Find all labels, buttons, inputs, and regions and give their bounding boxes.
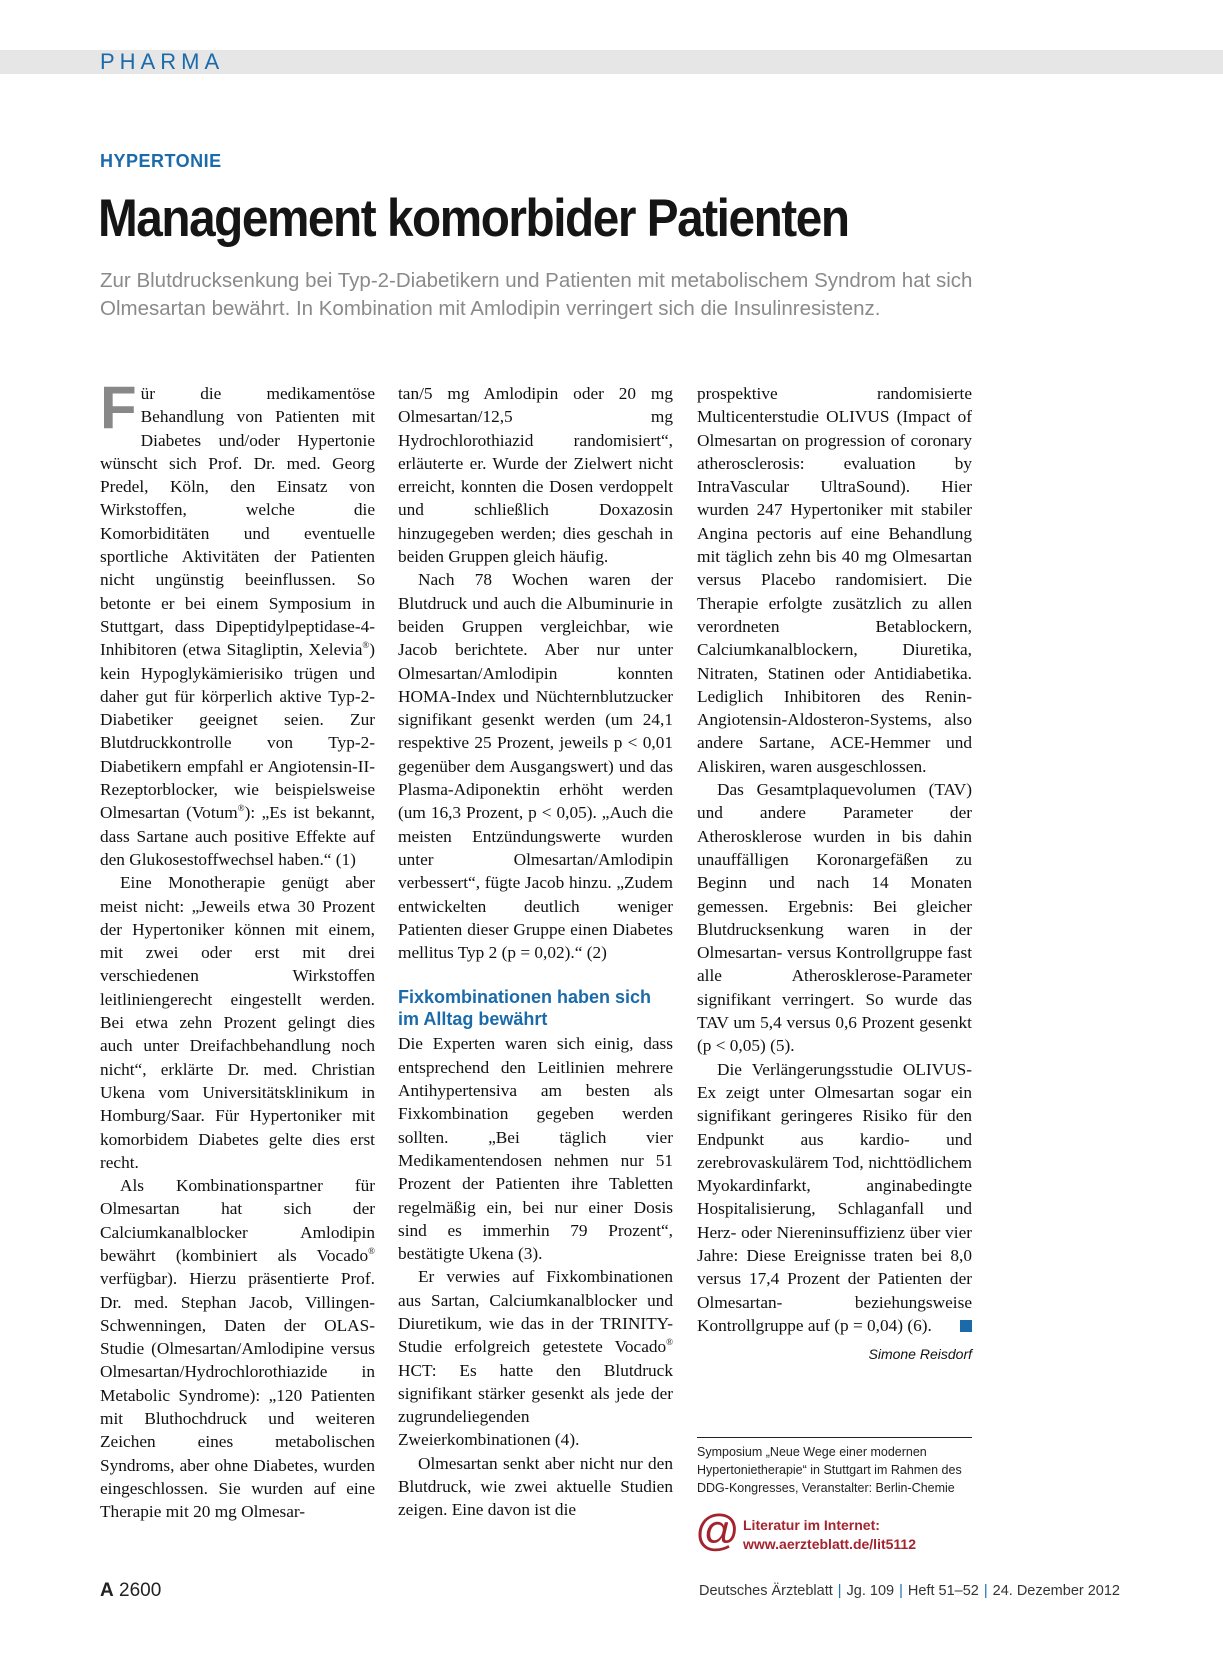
text: ür die medikamentöse Behandlung von Patienten mit Diabetes und/oder Hypertonie wünscht sich Prof. Dr. med. Georg Predel, Köln, den Einsatz von Wirkstoffen, welche die Komorbiditäten und eventuelle sportliche Aktivitäten der Patienten nicht ungünstig beeinflussen. So betonte er bei einem Symposium in Stuttgart, dass Dipeptidylpeptidase-4-Inhibitoren (etwa Sitagliptin, Xelevia	[100, 384, 375, 660]
page-number	[100, 1580, 161, 1602]
paragraph: Die Experten waren sich einig, dass entsprechend den Leitlinien mehrere Antihypertensiva am besten als Fixkombination gegeben werden sollten. „Bei täglich vier Medikamentendosen nehmen nur 51 Prozent der Patienten ihre Tabletten regelmäßig ein, bei nur einer Dosis sind es immerhin 79 Prozent“, bestätigte Ukena (3).	[398, 1034, 673, 1264]
literature-link[interactable]: www.aerzteblatt.de/lit5112	[743, 1536, 916, 1552]
paragraph: Olmesartan senkt aber nicht nur den Blutdruck, wie zwei aktuelle Studien zeigen. Eine davon ist die	[398, 1453, 673, 1520]
paragraph: prospektive randomisierte Multicenterstudie OLIVUS (Impact of Olmesartan on progression of coronary atherosclerosis: evaluation by IntraVascular UltraSound). Hier wurden 247 Hypertoniker mit stabiler Angina pectoris auf eine Behandlung mit täglich zehn bis 40 mg Olmesartan versus Placebo randomisiert. Die Therapie erfolgte zusätzlich zu allen verordneten Betablockern, Calciumkanalblockern, Diuretika, Nitraten, Statinen oder Antidiabetika. Lediglich Inhibitoren des Renin-Angiotensin-Aldosteron-Systems, also andere Sartane, ACE-Hemmer und Aliskiren, waren ausgeschlossen.	[697, 384, 972, 776]
literature-label: Literatur im Internet:	[743, 1517, 880, 1533]
registered-mark: ®	[362, 640, 370, 651]
symposium-note: Symposium „Neue Wege einer modernen Hypertonietherapie“ in Stuttgart im Rahmen des DDG-Kongresses, Veranstalter: Berlin-Chemie	[697, 1437, 972, 1497]
registered-mark: ®	[666, 1337, 673, 1348]
footer	[699, 1583, 1120, 1599]
text: ): „Es ist bekannt, dass Sartane auch positive Effekte auf den Glukosestoffwechsel haben.“ (1)	[100, 803, 375, 869]
page-prefix: A	[100, 1580, 114, 1601]
article-column-2	[398, 382, 673, 1522]
issue: Heft 51–52	[907, 1583, 979, 1599]
paragraph: Das Gesamtplaquevolumen (TAV) und andere Parameter der Atherosklerose wurden in bis dahin unauffälligen Koronargefäßen zu Beginn und nach 14 Monaten gemessen. Ergebnis: Bei gleicher Blutdrucksenkung waren in der Olmesartan- versus Kontrollgruppe fast alle Atherosklerose-Parameter signifikant verringert. So wurde das TAV um 5,4 versus 0,6 Prozent gesenkt (p < 0,05) (5).	[697, 780, 972, 1056]
registered-mark: ®	[368, 1246, 375, 1257]
at-icon: @	[695, 1506, 740, 1555]
article-kicker: HYPERTONIE	[100, 151, 222, 171]
section-label: PHARMA	[100, 49, 225, 74]
text: HCT: Es hatte den Blutdruck signifikant stärker gesenkt als jede der zugrundeliegenden Zweierkombinationen (4).	[398, 1360, 673, 1450]
paragraph: Eine Monotherapie genügt aber meist nicht: „Jeweils etwa 30 Prozent der Hypertoniker können mit einem, mit zwei oder erst mit drei verschiedenen Wirkstoffen leitliniengerecht eingestellt werden. Bei etwa zehn Prozent gelingt dies auch unter Dreifachbehandlung noch nicht“, erklärte Dr. med. Christian Ukena vom Universitätsklinikum in Homburg/Saar. Für Hypertoniker mit komorbidem Diabetes gelte dies erst recht.	[100, 873, 375, 1172]
article-column-1	[100, 374, 375, 1524]
article-lead: Zur Blutdrucksenkung bei Typ-2-Diabetikern und Patienten mit metabolischem Syndrom hat sich Olmesartan bewährt. In Kombination mit Amlodipin verringert sich die Insulinresistenz.	[100, 269, 973, 320]
subheading: Fixkombinationen haben sich im Alltag bewährt	[398, 987, 652, 1030]
paragraph	[100, 1174, 375, 1523]
journal-name: Deutsches Ärzteblatt	[698, 1583, 833, 1599]
separator: |	[983, 1583, 988, 1599]
separator: |	[837, 1583, 842, 1599]
paragraph	[697, 1058, 972, 1338]
text: Er verwies auf Fixkombinationen aus Sartan, Calciumkanalblocker und Diuretikum, wie das in der TRINITY-Studie erfolgreich getestete Vocado	[398, 1267, 673, 1357]
dropcap: F	[100, 374, 137, 441]
volume: Jg. 109	[846, 1583, 895, 1599]
issue-date: 24. Dezember 2012	[992, 1583, 1120, 1599]
paragraph	[398, 1265, 673, 1451]
article-title: Management komorbider Patienten	[98, 189, 849, 248]
article-column-3	[697, 382, 972, 1366]
registered-mark: ®	[237, 803, 245, 814]
text: Als Kombinationspartner für Olmesartan hat sich der Calciumkanalblocker Amlodipin bewährt (kombiniert als Vocado	[100, 1176, 375, 1265]
page-number-value: 2600	[119, 1580, 162, 1601]
author: Simone Reisdorf	[868, 1346, 972, 1363]
text: verfügbar). Hierzu präsentierte Prof. Dr. med. Stephan Jacob, Villingen-Schwenningen, Daten der OLAS-Studie (Olmesartan/Amlodipine versus Olmesartan/Hydrochlorothiazide in Metabolic Syndrome): „120 Patienten mit Bluthochdruck und weiteren Zeichen eines metabolischen Syndroms, aber ohne Diabetes, wurden eingeschlossen. Sie wurden auf eine Therapie mit 20 mg Olmesar-	[100, 1269, 375, 1522]
separator: |	[899, 1583, 903, 1599]
paragraph: Nach 78 Wochen waren der Blutdruck und auch die Albuminurie in beiden Gruppen vergleichbar, wie Jacob berichtete. Aber nur unter Olmesartan/Amlodipin konnten HOMA-Index und Nüchternblutzucker signifikant gesenkt werden (um 24,1 respektive 25 Prozent, jeweils p < 0,01 gegenüber dem Ausgangswert) und das Plasma-Adiponektin erhöht werden (um 16,3 Prozent, p < 0,05). „Auch die meisten Entzündungswerte wurden unter Olmesartan/Amlodipin verbessert“, fügte Jacob hinzu. „Zudem entwickelten deutlich weniger Patienten dieser Gruppe einen Diabetes mellitus Typ 2 (p = 0,02).“ (2)	[398, 570, 673, 963]
paragraph	[100, 374, 375, 871]
literature-box	[695, 1506, 975, 1555]
text: ) kein Hypoglykämierisiko trügen und daher gut für körperlich aktive Typ-2-Diabetiker geeignet seien. Zur Blutdruckkontrolle von Typ-2-Diabetikern empfahl er Angiotensin-II-Rezeptorblocker, wie beispielsweise Olmesartan (Votum	[100, 640, 375, 823]
end-mark-icon	[960, 1320, 972, 1332]
text: Die Verlängerungsstudie OLIVUS-Ex zeigt unter Olmesartan sogar ein signifikant geringeres Risiko für den Endpunkt aus kardio- und zerebrovaskulärem Tod, nichttödlichem Myokardinfarkt, anginabedingte Hospitalisierung, Schlaganfall und Herz- oder Niereninsuffizienz über vier Jahre: Diese Ereignisse traten bei 8,0 versus 17,4 Prozent der Patienten der Olmesartan- beziehungsweise Kontrollgruppe auf (p = 0,04) (6).	[697, 1059, 972, 1335]
paragraph: tan/5 mg Amlodipin oder 20 mg Olmesartan/12,5 mg Hydrochlorothiazid randomisiert“, erläuterte er. Wurde der Zielwert nicht erreicht, konnten die Dosen verdoppelt und schließlich Doxazosin hinzugegeben werden; dies geschah in beiden Gruppen gleich häufig.	[398, 384, 673, 567]
